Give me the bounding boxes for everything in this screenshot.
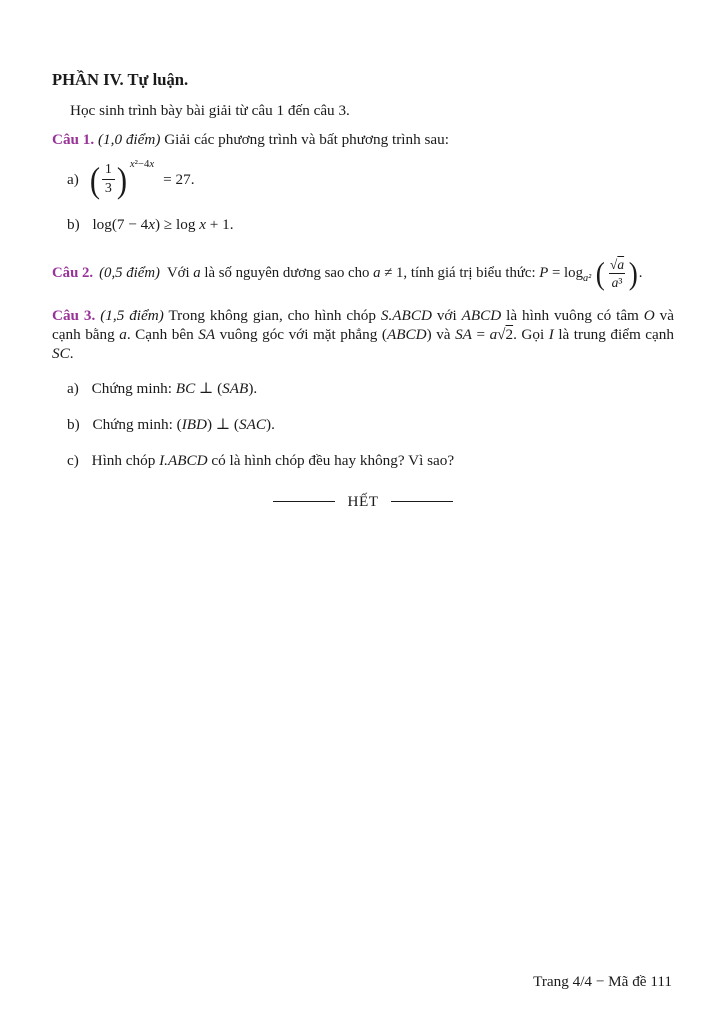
end-marker-text: HẾT — [347, 492, 379, 510]
question-1-part-b — [52, 215, 674, 234]
fraction-numerator: 1 — [104, 162, 112, 178]
question-3-part-c — [52, 451, 674, 470]
part-c-text: Hình chóp I.ABCD có là hình chóp đều hay không? Vì sao? — [91, 451, 455, 469]
open-paren: ( — [596, 255, 606, 292]
question-1-points: (1,0 điểm) — [98, 130, 161, 148]
equation-rhs: = 27. — [163, 171, 195, 189]
log-expression — [595, 256, 642, 292]
question-3-text: Trong không gian, cho hình chóp S.ABCD với ABCD là hình vuông có tâm O và cạnh bằng a. Cạnh bên SA vuông góc với mặt phẳng (ABCD) và SA = a√2. Gọi I là trung điểm cạnh SC. — [52, 306, 675, 362]
question-2 — [52, 252, 674, 296]
part-a-text: Chứng minh: BC ⊥ (SAB). — [91, 379, 258, 397]
period: . — [638, 265, 643, 282]
question-2-points: (0,5 điểm) — [99, 265, 160, 282]
page-footer: Trang 4/4 − Mã đề 111 — [533, 973, 672, 990]
part-a-label: a) — [67, 171, 79, 189]
fraction-denominator: a³ — [609, 273, 626, 292]
fraction — [102, 161, 115, 198]
question-2-label: Câu 2. — [52, 265, 94, 282]
exponent: x²−4x — [129, 158, 155, 171]
instruction-text: Học sinh trình bày bài giải từ câu 1 đến câu 3. — [70, 101, 350, 119]
divider-line-left — [273, 501, 335, 502]
part-b-label: b) — [67, 415, 80, 433]
close-paren: ) — [628, 255, 638, 292]
question-1 — [52, 130, 674, 234]
part-b-text: Chứng minh: (IBD) ⊥ (SAC). — [92, 415, 275, 433]
section-heading: PHẦN IV. Tự luận. — [52, 70, 189, 89]
question-3-part-b — [52, 415, 674, 434]
document-content — [52, 70, 674, 511]
fraction — [607, 256, 627, 292]
open-paren: ( — [89, 159, 100, 200]
part-c-label: c) — [67, 451, 79, 469]
fraction-denominator: 3 — [102, 179, 115, 198]
question-3-statement — [52, 306, 674, 363]
question-3-parts — [52, 379, 674, 470]
question-3-part-a — [52, 379, 674, 398]
equation-one-third-power — [89, 158, 195, 200]
fraction-numerator: √a — [609, 256, 625, 272]
question-1-prompt: Giải các phương trình và bất phương trình sau: — [164, 130, 449, 148]
question-1-part-a — [52, 157, 674, 203]
end-divider — [52, 492, 674, 511]
log-inequality: log(7 − 4x) ≥ log x + 1. — [92, 215, 234, 233]
question-1-label: Câu 1. — [52, 130, 95, 148]
question-2-text: Với a là số nguyên dương sao cho a ≠ 1, tính giá trị biểu thức: $P = \log_{a^2}$ — [166, 265, 592, 285]
question-3-points: (1,5 điểm) — [100, 306, 164, 324]
divider-line-right — [391, 501, 453, 502]
part-b-label: b) — [67, 215, 80, 233]
close-paren: ) — [116, 159, 127, 200]
part-a-label: a) — [67, 379, 79, 397]
question-3 — [52, 306, 674, 470]
question-3-label: Câu 3. — [52, 306, 96, 324]
question-1-header — [52, 130, 674, 149]
